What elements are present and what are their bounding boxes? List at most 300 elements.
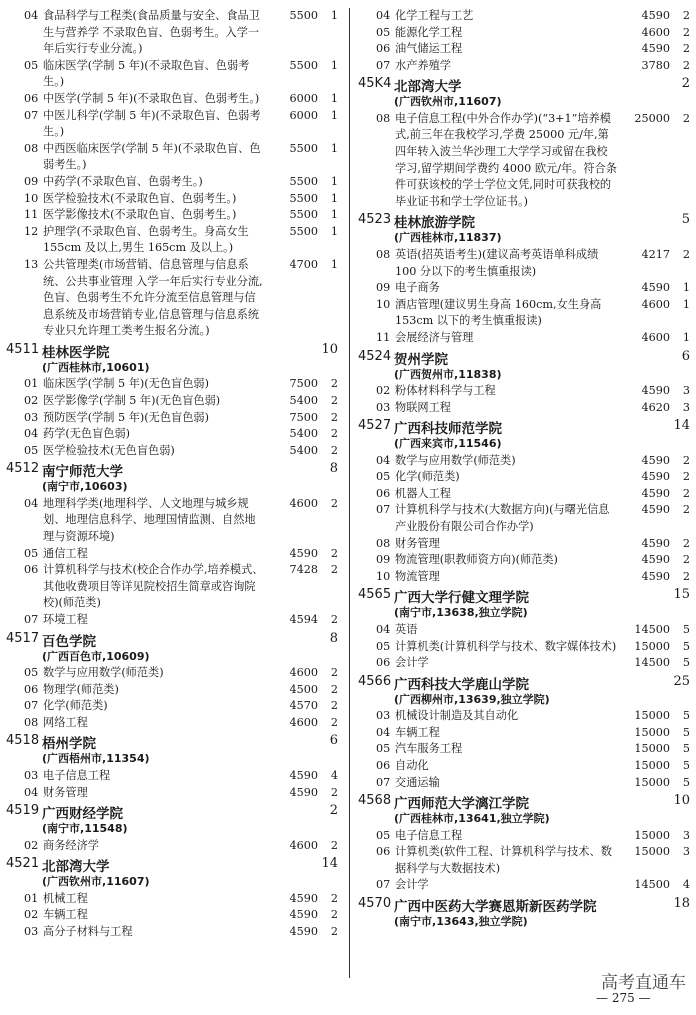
tuition-fee: 15000 [634, 709, 670, 723]
enrollment-count: 2 [682, 9, 690, 22]
major-row [358, 8, 690, 25]
school-code: 4565 [358, 587, 392, 603]
enrollment-count: 2 [682, 25, 690, 39]
tuition-fee: 5500 [289, 191, 318, 205]
major-name: 电子信息工程(中外合作办学)(“3+1”培养模式,前三年在我校学习,学费 25000 元/年,第四年转入波兰华沙理工大学学习或留在我校学习,留学期间学费约 4000 欧元/年。符合条件可获该校的学士学位文凭,同时可获我校的毕业证书和学士学位证书。) [395, 111, 617, 208]
enrollment-count: 1 [330, 9, 338, 22]
enrollment-count: 2 [330, 563, 338, 577]
major-row [358, 844, 690, 877]
major-name: 中药学(不录取色盲、色弱考生。) [43, 174, 203, 188]
tuition-fee: 4590 [641, 536, 670, 550]
tuition-fee: 5400 [289, 443, 318, 457]
school-heading [358, 75, 690, 94]
enrollment-count: 1 [330, 58, 338, 72]
enrollment-count: 2 [330, 666, 338, 680]
tuition-fee: 15000 [634, 725, 670, 739]
major-row [358, 469, 690, 486]
enrollment-count: 2 [330, 410, 338, 424]
major-row [6, 191, 342, 208]
school-total-count: 25 [673, 673, 690, 689]
major-code: 01 [24, 377, 39, 391]
major-name: 地理科学类(地理科学、人文地理与城乡规划、地理信息科学、地理国情监测、自然地理与资源环境) [43, 496, 256, 544]
school-code: 4566 [358, 673, 392, 689]
major-name: 通信工程 [43, 546, 88, 560]
school-heading [358, 792, 690, 811]
tuition-fee: 7500 [289, 410, 318, 424]
school-name: 广西中医药大学赛恩斯新医药学院 [394, 899, 597, 916]
left-column [6, 8, 342, 941]
tuition-fee: 4570 [289, 699, 318, 713]
school-heading [6, 341, 342, 360]
tuition-fee: 5500 [289, 141, 318, 155]
school-location: (广西桂林市,10601) [42, 360, 150, 374]
major-name: 医学检验技术(不录取色盲、色弱考生。) [43, 191, 237, 205]
enrollment-count: 2 [330, 838, 338, 852]
major-name: 自动化 [395, 759, 429, 772]
tuition-fee: 5500 [289, 9, 318, 22]
major-name: 机器人工程 [395, 486, 451, 500]
major-code: 07 [376, 503, 391, 517]
school-heading [6, 732, 342, 751]
tuition-fee: 15000 [634, 742, 670, 756]
enrollment-count: 1 [330, 91, 338, 105]
major-code: 02 [24, 908, 39, 922]
tuition-fee: 4590 [641, 503, 670, 517]
major-row [6, 410, 342, 427]
school-heading [358, 895, 690, 914]
major-name: 物流管理 [395, 569, 440, 583]
school-name: 南宁师范大学 [42, 464, 123, 481]
major-name: 计算机类(计算机科学与技术、数字媒体技术) [395, 639, 617, 653]
school-heading [358, 673, 690, 692]
tuition-fee: 4590 [289, 924, 318, 938]
school-heading [6, 855, 342, 874]
major-row [6, 91, 342, 108]
major-code: 08 [376, 247, 391, 261]
major-row [358, 280, 690, 297]
column-divider [349, 8, 350, 978]
enrollment-count: 1 [330, 108, 338, 122]
major-code: 05 [24, 546, 39, 560]
major-name: 机械设计制造及其自动化 [395, 709, 519, 723]
major-row [358, 758, 690, 775]
school-code: 4519 [6, 803, 40, 819]
major-code: 10 [376, 297, 391, 311]
major-name: 中医儿科学(学制 5 年)(不录取色盲、色弱考生。) [43, 108, 261, 139]
enrollment-count: 3 [682, 384, 690, 397]
enrollment-count: 2 [330, 443, 338, 457]
major-code: 06 [376, 486, 391, 500]
enrollment-count: 5 [682, 725, 690, 739]
school-name: 广西大学行健文理学院 [394, 590, 529, 607]
major-name: 会计学 [395, 878, 429, 892]
major-code: 09 [376, 553, 391, 567]
major-row [358, 111, 690, 211]
enrollment-count: 5 [682, 656, 690, 670]
school-name: 广西科技大学鹿山学院 [394, 676, 529, 693]
major-row [358, 58, 690, 75]
major-code: 06 [24, 682, 39, 696]
enrollment-count: 2 [330, 427, 338, 441]
school-total-count: 8 [329, 630, 338, 646]
major-row [358, 569, 690, 586]
major-row [358, 775, 690, 792]
major-code: 03 [24, 410, 39, 424]
school-total-count: 18 [673, 896, 690, 912]
enrollment-count: 2 [682, 486, 690, 500]
major-name: 财务管理 [43, 785, 88, 799]
enrollment-count: 3 [682, 828, 690, 842]
tuition-fee: 5500 [289, 224, 318, 238]
major-row [6, 715, 342, 732]
tuition-fee: 4620 [641, 400, 670, 414]
major-name: 会计学 [395, 656, 429, 670]
major-name: 物流管理(职教师资方向)(师范类) [395, 553, 558, 567]
school-name: 桂林医学院 [42, 344, 110, 361]
school-total-count: 2 [681, 76, 690, 92]
major-row [6, 174, 342, 191]
major-code: 05 [376, 470, 391, 484]
enrollment-count: 1 [682, 330, 690, 344]
major-name: 中西医临床医学(学制 5 年)(不录取色盲、色弱考生。) [43, 141, 261, 172]
tuition-fee: 7428 [289, 563, 318, 577]
major-code: 05 [24, 443, 39, 457]
major-name: 医学影像学(学制 5 年)(无色盲色弱) [43, 393, 221, 407]
major-name: 水产养殖学 [395, 58, 451, 72]
school-location: (广西桂林市,11837) [394, 231, 502, 245]
enrollment-count: 3 [682, 400, 690, 414]
major-row [6, 838, 342, 855]
school-total-count: 5 [681, 212, 690, 228]
enrollment-count: 1 [682, 281, 690, 295]
major-name: 化学(师范类) [43, 699, 108, 713]
major-code: 07 [376, 58, 391, 72]
page-number: — 275 — [596, 991, 651, 1005]
watermark-text: 高考直通车 [601, 973, 686, 993]
school-location: (广西梧州市,11354) [42, 752, 150, 766]
school-heading [358, 211, 690, 230]
major-row [358, 41, 690, 58]
enrollment-count: 2 [330, 377, 338, 391]
enrollment-count: 2 [682, 503, 690, 517]
major-row [6, 891, 342, 908]
major-row [358, 383, 690, 400]
enrollment-count: 2 [682, 111, 690, 125]
major-row [358, 655, 690, 672]
tuition-fee: 4600 [289, 838, 318, 852]
major-code: 07 [24, 613, 39, 626]
enrollment-count: 1 [330, 141, 338, 155]
tuition-fee: 4590 [641, 486, 670, 500]
enrollment-count: 5 [682, 709, 690, 723]
major-row [358, 453, 690, 470]
major-row [358, 330, 690, 347]
school-heading [358, 586, 690, 605]
major-code: 13 [24, 257, 39, 271]
major-row [6, 141, 342, 174]
major-row [6, 8, 342, 58]
major-row [6, 785, 342, 802]
major-row [6, 426, 342, 443]
major-code: 03 [376, 400, 391, 414]
major-code: 03 [24, 768, 39, 782]
enrollment-count: 2 [682, 42, 690, 56]
enrollment-count: 1 [330, 257, 338, 271]
major-row [6, 443, 342, 460]
school-name: 北部湾大学 [394, 79, 462, 96]
major-row [6, 768, 342, 785]
enrollment-count: 2 [682, 536, 690, 550]
major-row [6, 682, 342, 699]
major-name: 车辆工程 [395, 725, 440, 739]
major-code: 09 [24, 174, 39, 188]
major-code: 07 [376, 775, 391, 789]
major-name: 环境工程 [43, 613, 88, 626]
major-row [358, 502, 690, 535]
major-row [6, 496, 342, 546]
major-row [6, 546, 342, 563]
enrollment-count: 2 [682, 553, 690, 567]
school-location: (南宁市,11548) [42, 822, 128, 836]
major-code: 11 [24, 208, 39, 222]
right-column [358, 8, 690, 931]
major-row [358, 247, 690, 280]
enrollment-count: 5 [682, 759, 690, 772]
major-code: 04 [24, 496, 39, 510]
enrollment-count: 2 [682, 470, 690, 484]
major-name: 临床医学(学制 5 年)(无色盲色弱) [43, 377, 209, 391]
school-code: 45K4 [358, 76, 392, 92]
major-row [6, 224, 342, 257]
enrollment-count: 2 [682, 247, 690, 261]
school-total-count: 14 [321, 856, 338, 872]
major-code: 05 [376, 639, 391, 653]
major-code: 06 [376, 656, 391, 670]
major-row [358, 828, 690, 845]
tuition-fee: 4500 [289, 682, 318, 696]
major-name: 高分子材料与工程 [43, 924, 133, 938]
school-total-count: 6 [681, 348, 690, 364]
major-code: 12 [24, 224, 39, 238]
major-row [6, 907, 342, 924]
tuition-fee: 4594 [289, 613, 318, 626]
major-code: 05 [376, 828, 391, 842]
enrollment-count: 1 [330, 174, 338, 188]
major-code: 04 [376, 9, 391, 22]
school-location: (广西贺州市,11838) [394, 367, 502, 381]
enrollment-count: 1 [330, 224, 338, 238]
major-name: 食品科学与工程类(食品质量与安全、食品卫生与营养学 不录取色盲、色弱考生。入学一年后实行专业分流。) [43, 9, 260, 56]
major-name: 临床医学(学制 5 年)(不录取色盲、色弱考生。) [43, 58, 250, 89]
major-code: 08 [376, 536, 391, 550]
major-code: 03 [24, 924, 39, 938]
major-code: 06 [376, 759, 391, 772]
major-code: 04 [376, 453, 391, 467]
major-row [6, 257, 342, 340]
major-code: 04 [24, 427, 39, 441]
major-code: 05 [24, 58, 39, 72]
enrollment-count: 5 [682, 622, 690, 636]
major-name: 机械工程 [43, 891, 88, 905]
major-row [358, 297, 690, 330]
enrollment-count: 2 [330, 613, 338, 626]
school-location: (南宁市,13638,独立学院) [394, 606, 528, 620]
major-row [358, 622, 690, 639]
major-code: 05 [376, 25, 391, 39]
enrollment-count: 4 [682, 878, 690, 892]
major-name: 医学检验技术(无色盲色弱) [43, 443, 175, 457]
school-code: 4527 [358, 418, 392, 434]
school-location: (南宁市,10603) [42, 480, 128, 494]
tuition-fee: 4600 [289, 715, 318, 729]
school-location: (广西钦州市,11607) [42, 875, 150, 889]
major-code: 05 [376, 742, 391, 756]
major-name: 数学与应用数学(师范类) [395, 453, 516, 467]
enrollment-count: 2 [330, 546, 338, 560]
enrollment-count: 5 [682, 639, 690, 653]
tuition-fee: 4590 [289, 785, 318, 799]
major-code: 02 [376, 384, 391, 397]
enrollment-count: 2 [330, 699, 338, 713]
major-row [358, 741, 690, 758]
school-location: (广西钦州市,11607) [394, 95, 502, 109]
major-row [6, 698, 342, 715]
major-row [358, 486, 690, 503]
school-name: 桂林旅游学院 [394, 215, 475, 232]
major-name: 电子商务 [395, 281, 440, 295]
major-code: 08 [24, 141, 39, 155]
major-code: 03 [376, 709, 391, 723]
school-location: (广西来宾市,11546) [394, 437, 502, 451]
major-name: 财务管理 [395, 536, 440, 550]
tuition-fee: 4217 [641, 247, 670, 261]
tuition-fee: 4600 [641, 25, 670, 39]
major-row [6, 393, 342, 410]
enrollment-count: 5 [682, 742, 690, 756]
major-code: 07 [24, 699, 39, 713]
tuition-fee: 5400 [289, 427, 318, 441]
major-row [358, 536, 690, 553]
enrollment-count: 2 [330, 393, 338, 407]
enrollment-count: 2 [682, 453, 690, 467]
major-name: 粉体材料科学与工程 [395, 384, 496, 397]
school-code: 4524 [358, 348, 392, 364]
enrollment-count: 2 [330, 924, 338, 938]
school-total-count: 10 [321, 341, 338, 357]
major-row [358, 708, 690, 725]
school-heading [6, 802, 342, 821]
school-code: 4568 [358, 793, 392, 809]
school-heading [6, 460, 342, 479]
enrollment-count: 2 [330, 496, 338, 510]
major-name: 计算机科学与技术(校企合作办学,培养模式、其他收费项目等详见院校招生简章或咨询院校)(师范类) [43, 563, 264, 610]
tuition-fee: 4590 [641, 281, 670, 295]
school-code: 4512 [6, 461, 40, 477]
school-name: 百色学院 [42, 633, 96, 650]
tuition-fee: 14500 [634, 878, 670, 892]
major-code: 04 [376, 725, 391, 739]
major-name: 计算机类(软件工程、计算机科学与技术、数据科学与大数据技术) [395, 845, 612, 875]
major-name: 化学工程与工艺 [395, 9, 474, 22]
major-name: 化学(师范类) [395, 470, 460, 484]
enrollment-count: 2 [330, 682, 338, 696]
school-name: 广西科技师范学院 [394, 421, 502, 438]
tuition-fee: 15000 [634, 828, 670, 842]
major-name: 预防医学(学制 5 年)(无色盲色弱) [43, 410, 209, 424]
tuition-fee: 15000 [634, 775, 670, 789]
tuition-fee: 15000 [634, 845, 670, 859]
tuition-fee: 25000 [634, 111, 670, 125]
major-code: 09 [376, 281, 391, 295]
major-row [358, 400, 690, 417]
school-heading [358, 348, 690, 367]
major-row [358, 552, 690, 569]
major-code: 05 [24, 666, 39, 680]
tuition-fee: 4590 [641, 453, 670, 467]
major-name: 车辆工程 [43, 908, 88, 922]
enrollment-count: 2 [330, 891, 338, 905]
major-name: 医学影像技术(不录取色盲、色弱考生。) [43, 208, 237, 222]
major-name: 英语(招英语考生)(建议高考英语单科成绩 100 分以下的考生慎重报读) [395, 247, 599, 278]
tuition-fee: 5500 [289, 174, 318, 188]
major-code: 06 [24, 563, 39, 577]
enrollment-count: 5 [682, 775, 690, 789]
major-name: 公共管理类(市场营销、信息管理与信息系统、公共事业管理 入学一年后实行专业分流,色盲、色弱考生不允许分流至信息管理与信息系统及市场营销专业,信息管理与信息系统专业只允许理工类考生报名分流。) [43, 257, 263, 338]
tuition-fee: 4590 [641, 569, 670, 583]
major-row [6, 924, 342, 941]
school-location: (广西百色市,10609) [42, 649, 150, 663]
major-code: 01 [24, 891, 39, 905]
school-location: (南宁市,13643,独立学院) [394, 915, 528, 929]
major-row [6, 665, 342, 682]
major-code: 07 [376, 878, 391, 892]
school-total-count: 8 [329, 461, 338, 477]
tuition-fee: 5500 [289, 208, 318, 222]
tuition-fee: 4590 [641, 384, 670, 397]
enrollment-count: 3 [682, 845, 690, 859]
enrollment-count: 4 [330, 768, 338, 782]
tuition-fee: 14500 [634, 656, 670, 670]
enrollment-count: 1 [330, 191, 338, 205]
school-code: 4521 [6, 856, 40, 872]
school-total-count: 6 [329, 733, 338, 749]
tuition-fee: 15000 [634, 759, 670, 772]
tuition-fee: 4590 [641, 9, 670, 22]
tuition-fee: 4700 [289, 257, 318, 271]
major-code: 04 [24, 9, 39, 22]
tuition-fee: 15000 [634, 639, 670, 653]
major-name: 物理学(师范类) [43, 682, 119, 696]
tuition-fee: 4600 [641, 297, 670, 311]
major-name: 中医学(学制 5 年)(不录取色盲、色弱考生。) [43, 91, 260, 105]
major-name: 会展经济与管理 [395, 330, 474, 344]
school-name: 梧州学院 [42, 736, 96, 753]
enrollment-count: 2 [330, 908, 338, 922]
major-code: 06 [376, 845, 391, 859]
major-row [358, 725, 690, 742]
major-row [6, 108, 342, 141]
school-code: 4517 [6, 630, 40, 646]
school-location: (广西柳州市,13639,独立学院) [394, 692, 550, 706]
major-code: 04 [24, 785, 39, 799]
tuition-fee: 5400 [289, 393, 318, 407]
major-name: 电子信息工程 [395, 828, 463, 842]
tuition-fee: 4590 [641, 470, 670, 484]
enrollment-count: 2 [682, 58, 690, 72]
major-code: 06 [376, 42, 391, 56]
tuition-fee: 4590 [289, 546, 318, 560]
major-code: 07 [24, 108, 39, 122]
